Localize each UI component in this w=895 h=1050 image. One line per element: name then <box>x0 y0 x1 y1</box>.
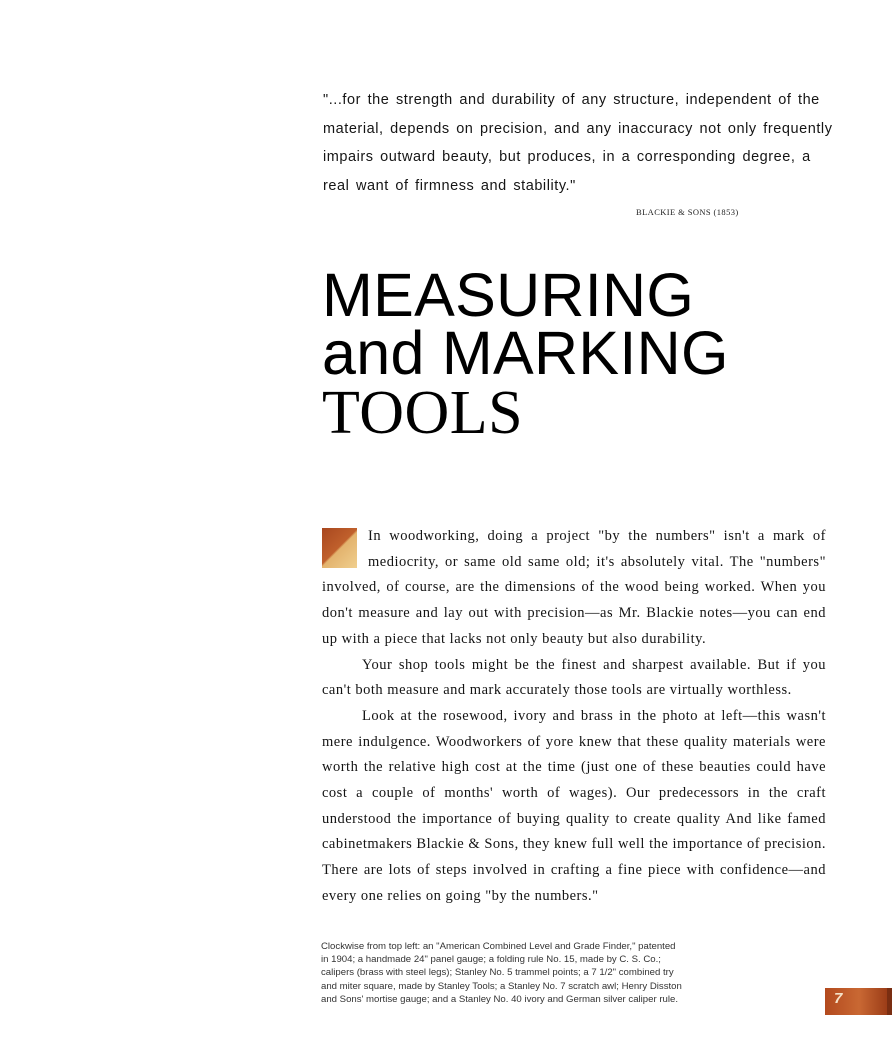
body-paragraph-2: Your shop tools might be the finest and sharpest available. But if you can't both measure and mark accurately those tools are virtually worthless. <box>322 656 826 699</box>
caption-line: and Sons' mortise gauge; and a Stanley No. 40 ivory and German silver caliper rule. <box>321 993 678 1005</box>
chapter-title-line-1: MEASURING <box>322 261 695 329</box>
epigraph-attribution: BLACKIE & SONS (1853) <box>636 207 739 217</box>
body-paragraph-3: Look at the rosewood, ivory and brass in the photo at left—this wasn't mere indulgence. Woodworkers of yore knew that these quality materials were worth the relative high cost at the time (just one of these beauties could have cost a couple of months' worth of wages). Our predecessors in the craft understood the importance of buying quality to create quality And like famed cabinetmakers Blackie & Sons, they knew full well the importance of precision. There are lots of steps involved in crafting a fine piece with confidence—and every one relies on going "by the numbers." <box>322 707 826 904</box>
chapter-title-line-3: TOOLS <box>322 379 524 447</box>
caption-line: Clockwise from top left: an "American Combined Level and Grade Finder," patented <box>321 941 676 952</box>
chapter-title-line-2: and MARKING <box>322 319 729 387</box>
page-number: 7 <box>834 990 843 1007</box>
body-text <box>322 524 826 910</box>
chapter-title <box>322 261 729 447</box>
epigraph-quote: "...for the strength and durability of any structure, independent of the material, depends on precision, and any inaccuracy not only frequently impairs outward beauty, but produces, in a corresponding degree, a real want of firmness and stability." <box>323 92 833 194</box>
body-paragraph-1-text: In woodworking, doing a project "by the numbers" isn't a mark of mediocrity, or same old same old; it's absolutely vital. The "numbers" involved, of course, are the dimensions of the wood being worked. When you don't measure and lay out with precision—as Mr. Blackie notes—you can end up with a piece that lacks not only beauty but also durability. <box>322 528 826 647</box>
body-paragraph-1 <box>322 524 826 653</box>
caption-line: calipers (brass with steel legs); Stanley No. 5 trammel points; a 7 1/2" combined try <box>321 967 674 979</box>
wood-square-ornament-icon <box>322 528 357 568</box>
caption-line: in 1904; a handmade 24" panel gauge; a folding rule No. 15, made by C. S. Co.; <box>321 954 661 966</box>
caption-line: and miter square, made by Stanley Tools; a Stanley No. 7 scratch awl; Henry Disston <box>321 980 682 992</box>
photo-caption <box>321 940 749 1006</box>
page-number-badge <box>825 988 892 1015</box>
